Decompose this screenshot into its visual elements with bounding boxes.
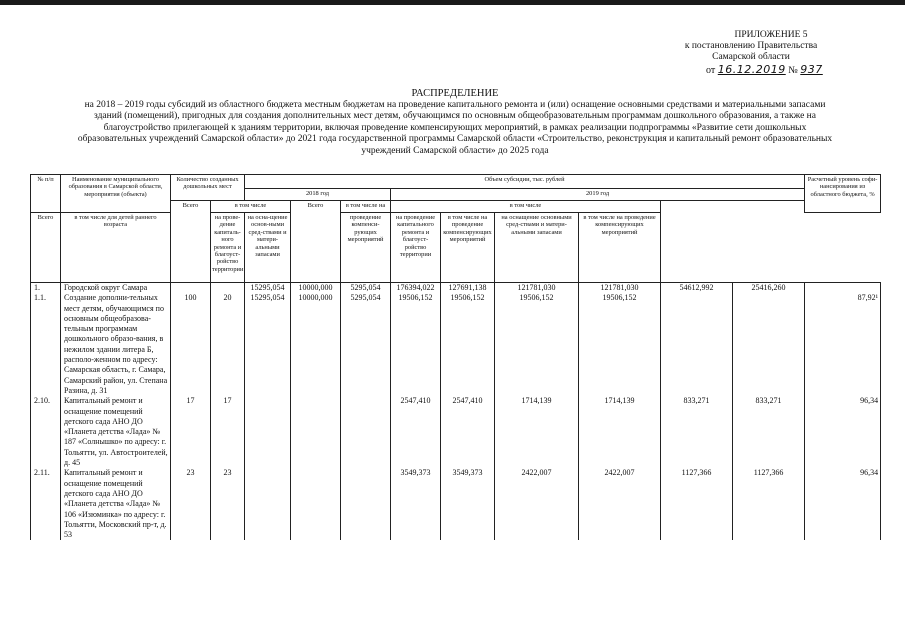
row-2019-repair-comp: 2422,007 (579, 468, 661, 540)
title-line-2: зданий (помещений), пригодных для создания дополнительных мест детям, обучающимся по основным общеобразовательным программам дошкольного образования, а также на (94, 111, 816, 122)
header-2019-total: Всего (291, 201, 341, 283)
row-2019-repair: 2422,007 (495, 468, 579, 540)
date-prefix: от (706, 65, 716, 76)
title-line-3: благоустройство прилегающей к зданиям территории, включая проведение компенсирующих мероприятий, в рамках реализации подпрограммы «Развитие сети дошкольных (103, 122, 807, 133)
row-places-early: 23 (211, 468, 245, 540)
row-2018-total (245, 396, 291, 468)
header-2019-comp: проведение компенси-рующих мероприятий (341, 213, 391, 283)
header-level: Расчетный уровень софи-нансирования из областного бюджета, % (805, 175, 881, 213)
row-2019-comp: 127691,138 (441, 283, 495, 294)
title-line-1: на 2018 – 2019 годы субсидий из областного бюджета местным бюджетам на проведение капитального ремонта и (или) оснащение основными средствами и материальными запасами (84, 99, 826, 110)
header-2018-equip: на осна-щение основ-ными сред-ствами и матери-альными запасами (245, 213, 291, 283)
row-2019-total: 3549,373 (391, 468, 441, 540)
header-2019-incl: в том числе (391, 201, 661, 213)
row-2019-total: 176394,022 (391, 283, 441, 294)
handwritten-date: 16.12.2019 (717, 63, 786, 76)
row-places-total: 23 (171, 468, 211, 540)
row-places-total: 100 (171, 293, 211, 396)
row-2019-equip-comp: 1127,366 (733, 468, 805, 540)
header-2019-repair: на проведение капитального ремонта и благоуст-ройство территории (391, 213, 441, 283)
header-2019: 2019 год (391, 189, 805, 201)
row-places-early: 20 (211, 293, 245, 396)
header-2018-repair: на прове-дение капиталь-ного ремонта и благоуст-ройство территории (211, 213, 245, 283)
header-2018-incl: в том числе (211, 201, 291, 213)
header-2019-equip: на оснащение основными сред-ствами и матери-альными запасами (495, 213, 579, 283)
header-places-total: Всего (31, 213, 61, 283)
table-row (31, 396, 881, 468)
row-2019-repair: 19506,152 (495, 293, 579, 396)
header-places: Количество созданных дошкольных мест (171, 175, 245, 201)
row-2019-repair-comp: 1714,139 (579, 396, 661, 468)
row-2019-repair-comp: 121781,030 (579, 283, 661, 294)
table-row (31, 468, 881, 540)
header-2019-equip-comp: в том числе на проведение компенсирующих мероприятий (579, 213, 661, 283)
appendix-decree: к постановлению Правительства (684, 41, 818, 51)
row-2018-equip (341, 468, 391, 540)
row-2019-equip: 833,271 (661, 396, 733, 468)
row-2019-repair: 1714,139 (495, 396, 579, 468)
row-level: 96,34 (805, 468, 881, 540)
row-2019-equip (661, 293, 733, 396)
header-2018: 2018 год (245, 189, 391, 201)
header-places-early: в том числе для детей раннего возраста (61, 213, 171, 283)
header-2018-total: Всего (171, 201, 211, 283)
header-volume: Объем субсидии, тыс. рублей (245, 175, 805, 189)
row-2018-equip: 5295,054 (341, 283, 391, 294)
row-2018-equip (341, 396, 391, 468)
row-name: Городской округ Самара (61, 283, 171, 294)
row-num: 1.1. (31, 293, 61, 396)
row-places-total: 17 (171, 396, 211, 468)
row-2018-total: 15295,054 (245, 293, 291, 396)
row-places-total (171, 283, 211, 294)
row-2018-equip: 5295,054 (341, 293, 391, 396)
row-num: 1. (31, 283, 61, 294)
row-num: 2.10. (31, 396, 61, 468)
row-places-early (211, 283, 245, 294)
table-row (31, 283, 881, 294)
header-num: № п/п (31, 175, 61, 213)
row-name: Капитальный ремонт и оснащение помещений детского сада АНО ДО «Планета детства «Лада» № 106 «Изюминка» по адресу: г. Тольятти, Московский пр-т, д. 53 (61, 468, 171, 540)
row-2019-equip: 54612,992 (661, 283, 733, 294)
number-label: № (788, 65, 798, 76)
row-2019-equip-comp: 833,271 (733, 396, 805, 468)
row-level: 87,92¹ (805, 293, 881, 396)
row-2019-total: 19506,152 (391, 293, 441, 396)
row-2019-equip: 1127,366 (661, 468, 733, 540)
row-2018-repair (291, 396, 341, 468)
appendix-block (651, 30, 851, 63)
scan-top-border (0, 0, 905, 5)
title-heading: РАСПРЕДЕЛЕНИЕ (411, 88, 499, 99)
table-row (31, 293, 881, 396)
row-name: Создание дополни-тельных мест детям, обучающимся по основным общеобразова-тельным программам дошкольного образо-вания, в нежилом здании литера Б, располо-женном по адресу: Самарская область, г. Самара, Самарский район, ул. Степана Разина, д. 31 (61, 293, 171, 396)
row-2018-repair (291, 468, 341, 540)
row-2019-repair-comp: 19506,152 (579, 293, 661, 396)
row-name: Капитальный ремонт и оснащение помещений детского сада АНО ДО «Планета детства «Лада» № 187 «Солнышко» по адресу: г. Тольятти, ул. Автостроителей, д. 45 (61, 396, 171, 468)
row-2018-repair: 10000,000 (291, 293, 341, 396)
header-2019-incl-on: в том числе на (341, 201, 391, 213)
row-2018-repair: 10000,000 (291, 283, 341, 294)
row-places-early: 17 (211, 396, 245, 468)
appendix-region: Самарской области (712, 52, 790, 62)
header-name: Наименование муниципального образования в Самарской области, мероприятия (объекта) (61, 175, 171, 213)
title-line-4: образовательных учреждений Самарской области» до 2021 года государственной программы Самарской области «Строительство, реконструкция и капитальный ремонт образовательных (77, 134, 833, 145)
row-level: 96,34 (805, 396, 881, 468)
header-2019-repair-comp: в том числе на проведение компенсирующих мероприятий (441, 213, 495, 283)
appendix-title: ПРИЛОЖЕНИЕ 5 (734, 30, 808, 40)
row-num: 2.11. (31, 468, 61, 540)
row-2018-total: 15295,054 (245, 283, 291, 294)
subsidy-table (30, 174, 881, 540)
row-2019-equip-comp: 25416,260 (733, 283, 805, 294)
row-2019-comp: 2547,410 (441, 396, 495, 468)
handwritten-number: 937 (800, 63, 823, 76)
decree-date-number (706, 63, 823, 76)
row-2019-comp: 3549,373 (441, 468, 495, 540)
title-line-5: учреждений Самарской области» до 2025 года (361, 145, 549, 156)
row-2019-total: 2547,410 (391, 396, 441, 468)
row-2019-comp: 19506,152 (441, 293, 495, 396)
document-title (30, 88, 880, 158)
row-2019-repair: 121781,030 (495, 283, 579, 294)
row-level (805, 283, 881, 294)
row-2018-total (245, 468, 291, 540)
row-2019-equip-comp (733, 293, 805, 396)
